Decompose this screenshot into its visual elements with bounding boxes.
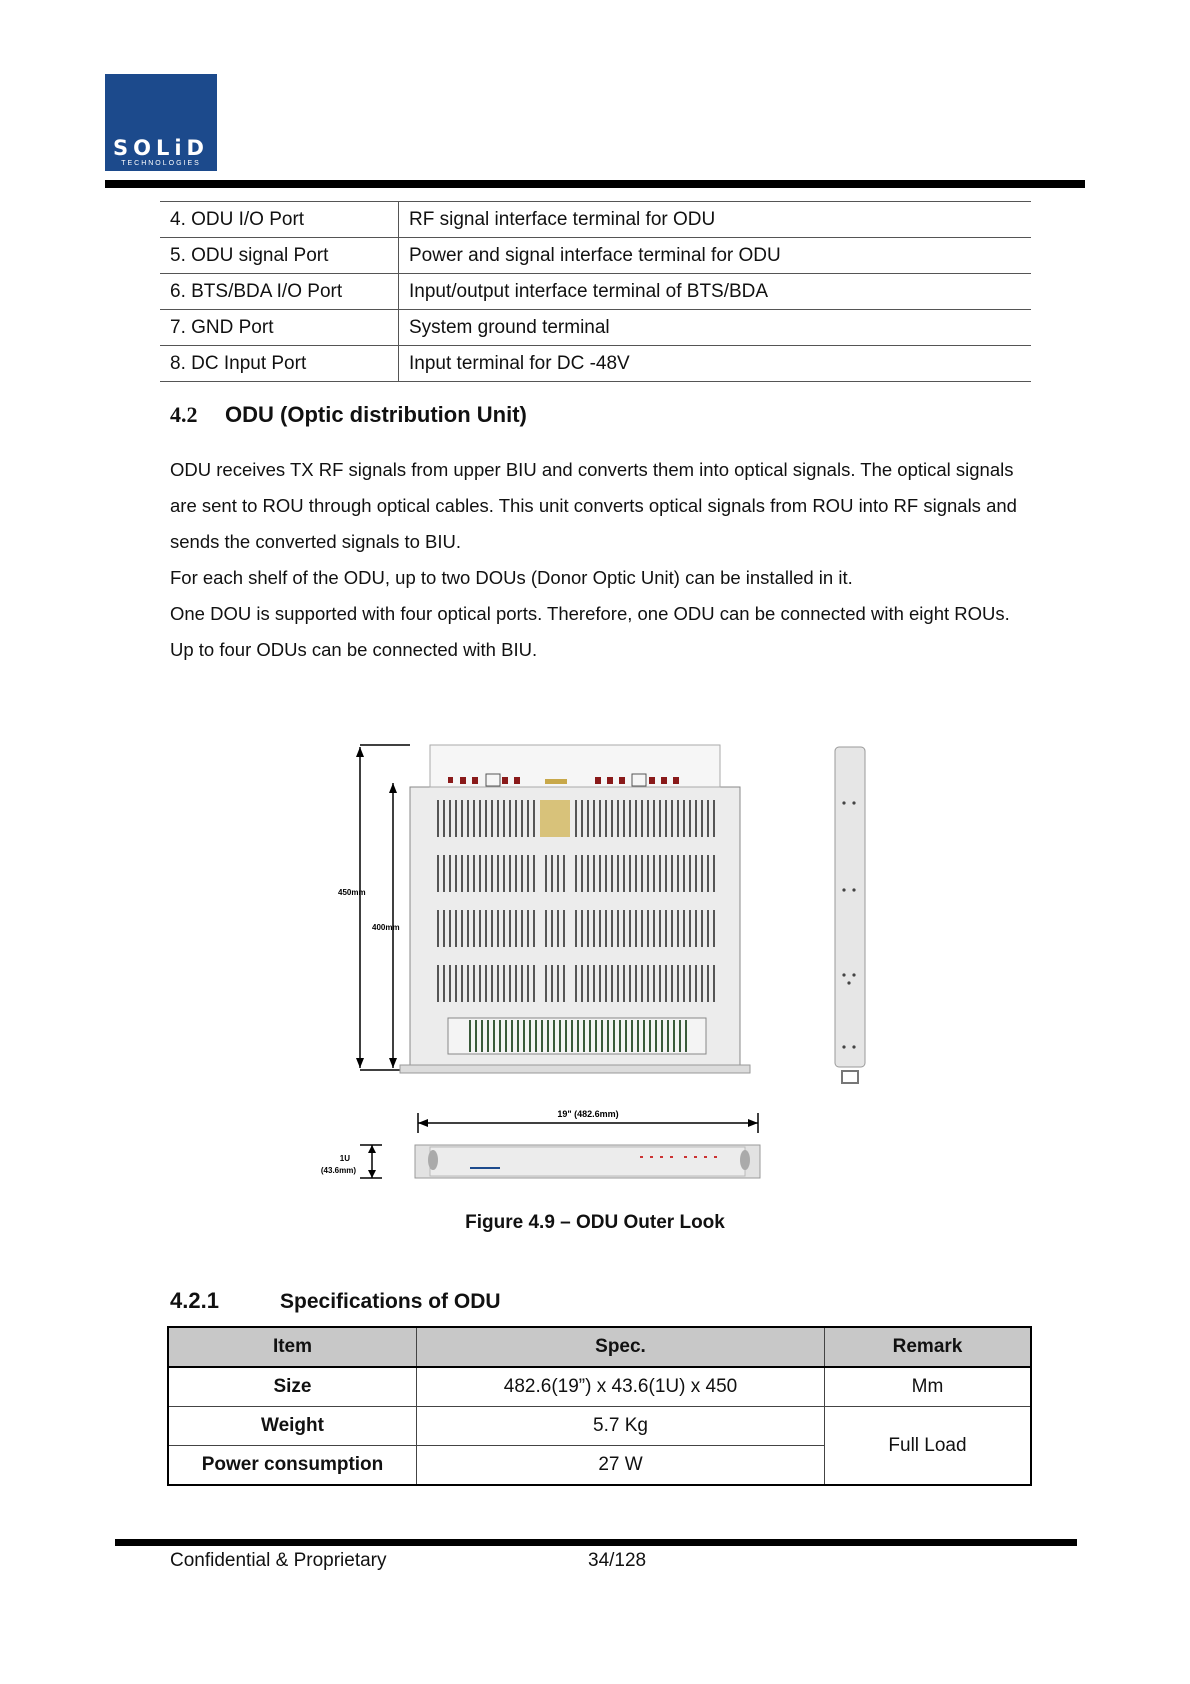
dimension-label-height-mm: (43.6mm) [320, 1166, 356, 1175]
spec-table [167, 1326, 1032, 1486]
odu-side-view [835, 747, 865, 1083]
footer-confidential: Confidential & Proprietary [170, 1550, 387, 1571]
header-rule [105, 180, 1085, 188]
table-row [160, 310, 1031, 346]
company-logo [105, 74, 217, 171]
port-description: RF signal interface terminal for ODU [399, 202, 1032, 238]
ports-table [160, 201, 1031, 382]
spec-remark: Full Load [825, 1407, 1032, 1486]
paragraph: Up to four ODUs can be connected with BIU. [170, 639, 538, 660]
dimension-label-width: 19" (482.6mm) [557, 1109, 619, 1119]
spec-item: Weight [168, 1407, 417, 1446]
figure-caption: Figure 4.9 – ODU Outer Look [465, 1212, 725, 1233]
section-title: ODU (Optic distribution Unit) [225, 402, 527, 427]
table-row [160, 202, 1031, 238]
page-number: 34/128 [588, 1550, 647, 1571]
spec-value: 5.7 Kg [417, 1407, 825, 1446]
section-heading [170, 402, 527, 428]
dimension-label-height-1u: 1U [339, 1154, 350, 1163]
subsection-heading [170, 1288, 501, 1314]
port-name: 6. BTS/BDA I/O Port [160, 274, 399, 310]
table-row [160, 274, 1031, 310]
dimension-label-inner: 400mm [372, 923, 400, 932]
port-description: Input/output interface terminal of BTS/BDA [399, 274, 1032, 310]
odu-front-view [415, 1145, 760, 1178]
port-name: 7. GND Port [160, 310, 399, 346]
port-name: 4. ODU I/O Port [160, 202, 399, 238]
spec-item: Power consumption [168, 1446, 417, 1486]
table-row [168, 1367, 1031, 1407]
subsection-title: Specifications of ODU [280, 1290, 501, 1313]
spec-value: 482.6(19”) x 43.6(1U) x 450 [417, 1367, 825, 1407]
logo-subtitle: TECHNOLOGIES [121, 160, 201, 167]
dimension-label-outer: 450mm [338, 888, 366, 897]
logo-name: SOLiD [113, 136, 209, 160]
odu-top-view [400, 745, 750, 1073]
subsection-number: 4.2.1 [170, 1288, 219, 1313]
table-row [160, 346, 1031, 382]
port-name: 5. ODU signal Port [160, 238, 399, 274]
column-header: Spec. [417, 1327, 825, 1367]
column-header: Item [168, 1327, 417, 1367]
odu-outer-look-figure [320, 735, 880, 1190]
port-description: Power and signal interface terminal for ODU [399, 238, 1032, 274]
table-row [168, 1407, 1031, 1446]
footer-rule [115, 1539, 1077, 1546]
port-description: Input terminal for DC -48V [399, 346, 1032, 382]
section-number: 4.2 [170, 402, 198, 427]
paragraph: ODU receives TX RF signals from upper BIU and converts them into optical signals. The optical signals are sent to ROU through optical cables. This unit converts optical signals from ROU into RF signals and sends the converted signals to BIU. [170, 459, 1017, 552]
column-header: Remark [825, 1327, 1032, 1367]
port-name: 8. DC Input Port [160, 346, 399, 382]
table-row [160, 238, 1031, 274]
paragraph: For each shelf of the ODU, up to two DOUs (Donor Optic Unit) can be installed in it. [170, 567, 853, 588]
spec-value: 27 W [417, 1446, 825, 1486]
port-description: System ground terminal [399, 310, 1032, 346]
table-header-row [168, 1327, 1031, 1367]
paragraph: One DOU is supported with four optical ports. Therefore, one ODU can be connected with eight ROUs. [170, 603, 1010, 624]
spec-remark: Mm [825, 1367, 1032, 1407]
section-body [170, 452, 1035, 668]
spec-item: Size [168, 1367, 417, 1407]
